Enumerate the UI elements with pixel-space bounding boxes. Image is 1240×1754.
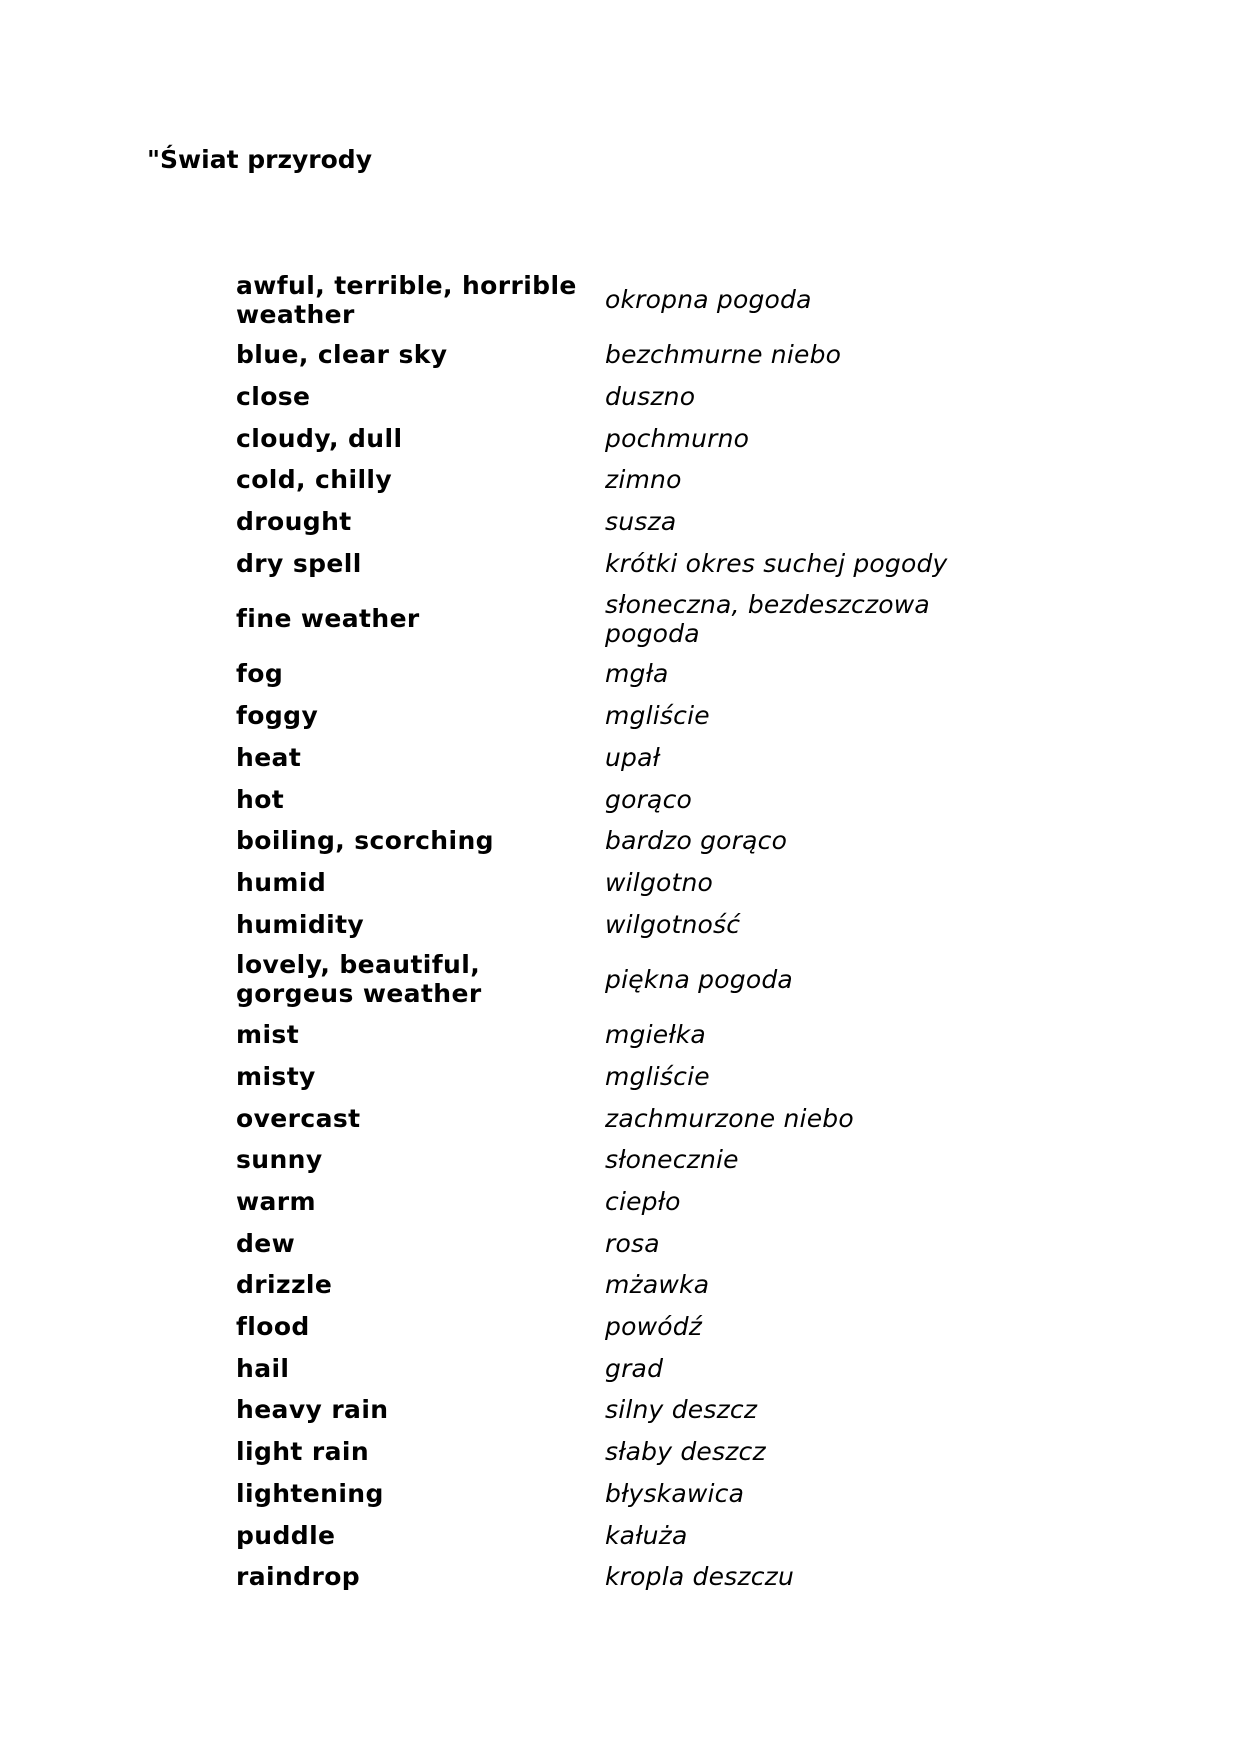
english-term: overcast [236, 1103, 361, 1133]
english-term: misty [236, 1061, 316, 1091]
polish-translation: słonecznie [605, 1145, 739, 1175]
english-term: drought [236, 507, 352, 537]
vocabulary-row [236, 1056, 996, 1098]
english-term: blue, clear sky [236, 340, 448, 370]
vocabulary-row [236, 1181, 996, 1223]
vocabulary-row [236, 1556, 996, 1598]
english-term: sunny [236, 1145, 323, 1175]
polish-translation: mgliście [605, 701, 710, 731]
polish-translation: powódź [605, 1312, 703, 1342]
page-title: "Świat przyrody [147, 145, 372, 174]
vocabulary-row [236, 501, 996, 543]
polish-translation: ciepło [605, 1187, 681, 1217]
polish-translation: kropla deszczu [605, 1562, 795, 1592]
vocabulary-row [236, 1222, 996, 1264]
english-term: raindrop [236, 1562, 361, 1592]
english-term: dry spell [236, 548, 362, 578]
vocabulary-row [236, 945, 996, 1014]
vocabulary-row [236, 1431, 996, 1473]
polish-translation: wilgotno [605, 867, 714, 897]
vocabulary-row [236, 695, 996, 737]
vocabulary-row [236, 417, 996, 459]
english-term: hot [236, 784, 285, 814]
english-term: lovely, beautiful, gorgeus weather [236, 950, 482, 1009]
english-term: drizzle [236, 1270, 333, 1300]
english-term: humidity [236, 909, 365, 939]
english-term: heat [236, 742, 302, 772]
english-term: warm [236, 1187, 316, 1217]
vocabulary-row [236, 334, 996, 376]
polish-translation: gorąco [605, 784, 693, 814]
english-term: mist [236, 1020, 300, 1050]
english-term: light rain [236, 1437, 370, 1467]
english-term: awful, terrible, horrible weather [236, 270, 577, 329]
polish-translation: susza [605, 507, 677, 537]
english-term: cloudy, dull [236, 423, 403, 453]
vocabulary-row [236, 1347, 996, 1389]
english-term: dew [236, 1228, 296, 1258]
english-term: boiling, scorching [236, 826, 494, 856]
vocabulary-row [236, 1014, 996, 1056]
vocabulary-row [236, 653, 996, 695]
vocabulary-row [236, 1389, 996, 1431]
vocabulary-row [236, 1473, 996, 1515]
polish-translation: zachmurzone niebo [605, 1103, 854, 1133]
polish-translation: piękna pogoda [605, 964, 793, 994]
vocabulary-row [236, 1306, 996, 1348]
vocabulary-row [236, 376, 996, 418]
polish-translation: upał [605, 742, 661, 772]
polish-translation: rosa [605, 1228, 660, 1258]
english-term: puddle [236, 1520, 336, 1550]
polish-translation: zimno [605, 465, 682, 495]
vocabulary-row [236, 903, 996, 945]
vocabulary-row [236, 820, 996, 862]
english-term: lightening [236, 1478, 384, 1508]
english-term: hail [236, 1353, 290, 1383]
polish-translation: kałuża [605, 1520, 688, 1550]
vocabulary-row [236, 1514, 996, 1556]
vocabulary-row [236, 459, 996, 501]
polish-translation: duszno [605, 382, 696, 412]
english-term: fog [236, 659, 284, 689]
vocabulary-row [236, 1139, 996, 1181]
english-term: humid [236, 867, 327, 897]
vocabulary-row [236, 542, 996, 584]
vocabulary-row [236, 737, 996, 779]
vocabulary-table [236, 265, 996, 1598]
vocabulary-row [236, 778, 996, 820]
english-term: foggy [236, 701, 319, 731]
polish-translation: mżawka [605, 1270, 710, 1300]
polish-translation: mgliście [605, 1061, 710, 1091]
english-term: cold, chilly [236, 465, 393, 495]
english-term: flood [236, 1312, 310, 1342]
polish-translation: słaby deszcz [605, 1437, 766, 1467]
polish-translation: bardzo gorąco [605, 826, 788, 856]
polish-translation: wilgotność [605, 909, 741, 939]
polish-translation: pochmurno [605, 423, 750, 453]
vocabulary-row [236, 1097, 996, 1139]
vocabulary-row [236, 265, 996, 334]
polish-translation: krótki okres suchej pogody [605, 548, 948, 578]
vocabulary-row [236, 1264, 996, 1306]
polish-translation: bezchmurne niebo [605, 340, 842, 370]
polish-translation: okropna pogoda [605, 285, 812, 314]
vocabulary-row [236, 584, 996, 653]
polish-translation: słoneczna, bezdeszczowa pogoda [605, 589, 930, 648]
polish-translation: mgiełka [605, 1020, 706, 1050]
english-term: heavy rain [236, 1395, 389, 1425]
english-term: close [236, 382, 311, 412]
english-term: fine weather [236, 604, 420, 634]
polish-translation: mgła [605, 659, 669, 689]
vocabulary-row [236, 862, 996, 904]
polish-translation: błyskawica [605, 1478, 745, 1508]
polish-translation: grad [605, 1353, 664, 1383]
polish-translation: silny deszcz [605, 1395, 758, 1425]
